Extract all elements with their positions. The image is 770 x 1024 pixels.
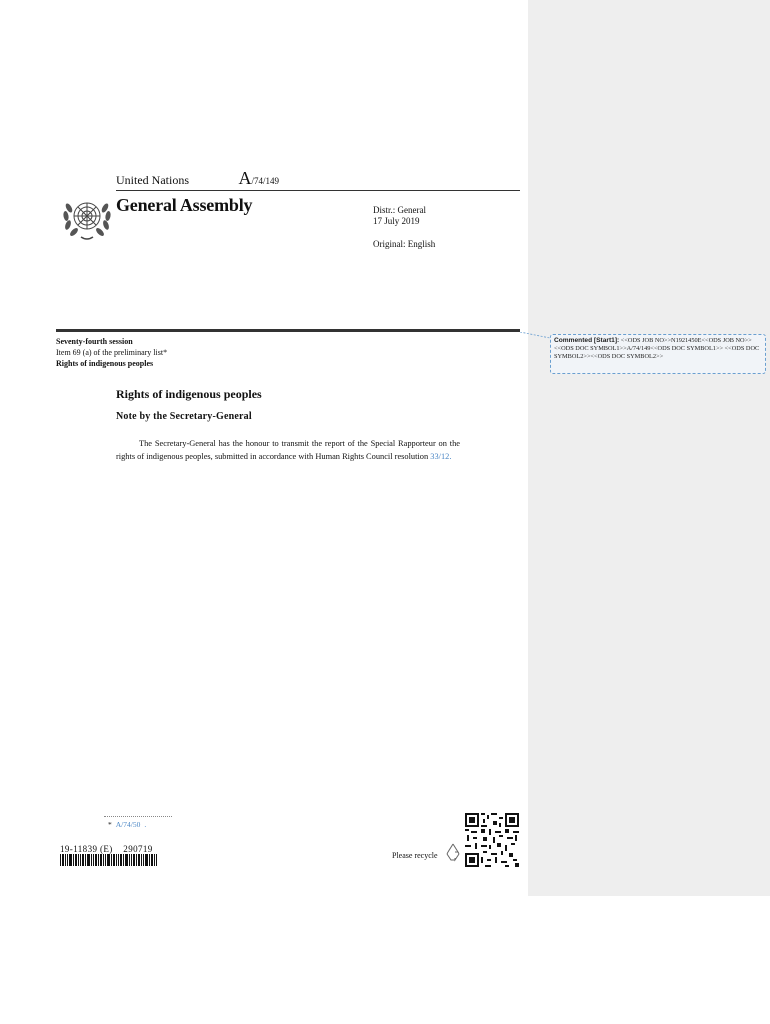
footnote-end: . (144, 820, 147, 829)
qr-code-icon (465, 813, 519, 867)
document-symbol (238, 168, 279, 189)
footnote-rule (104, 816, 172, 817)
comment-pane (528, 0, 770, 896)
recycle-label: Please recycle (392, 851, 438, 860)
document-subtitle: Note by the Secretary-General (116, 411, 252, 422)
document-date: 17 July 2019 (373, 216, 420, 226)
comment-text: <<ODS JOB NO>>N1921450E<<ODS JOB NO>> <<ODS DOC SYMBOL1>>A/74/149<<ODS DOC SYMBOL1>> <<ODS DOC SYMBOL2>><<ODS DOC SYMBOL2>> (554, 337, 760, 361)
original-language: Original: English (373, 239, 436, 249)
agenda-title: Rights of indigenous peoples (56, 359, 154, 368)
un-emblem-icon (59, 194, 115, 244)
barcode-icon (60, 854, 157, 866)
agenda-item: Item 69 (a) of the preliminary list* (56, 348, 168, 357)
body-paragraph (116, 437, 460, 463)
document-number: 19-11839 (E) 290719 (60, 844, 153, 854)
footnote (108, 820, 146, 829)
paragraph-end: . (449, 452, 452, 461)
body-title: General Assembly (116, 195, 253, 215)
org-name: United Nations (116, 173, 189, 187)
distribution-block (373, 205, 426, 227)
footnote-marker: * (108, 820, 112, 829)
session-rule (56, 329, 520, 332)
resolution-link[interactable]: 33/12 (430, 452, 450, 461)
comment-connector (520, 332, 550, 340)
session-name: Seventy-fourth session (56, 337, 133, 346)
header-rule (116, 190, 520, 191)
recycle-icon (442, 841, 464, 863)
symbol-rest: /74/149 (251, 176, 279, 186)
distribution: Distr.: General (373, 205, 426, 215)
document-title: Rights of indigenous peoples (116, 387, 262, 401)
paragraph-text: The Secretary-General has the honour to transmit the report of the Special Rapporteur on the rights of indigenous peoples, submitted in accordance with Human Rights Council resolution (116, 439, 460, 461)
comment-author: Commented [Start1]: (554, 337, 620, 344)
footnote-link[interactable]: A/74/50 (115, 820, 141, 829)
session-block (56, 336, 167, 369)
symbol-prefix: A (238, 168, 252, 188)
comment-balloon[interactable] (550, 334, 766, 374)
